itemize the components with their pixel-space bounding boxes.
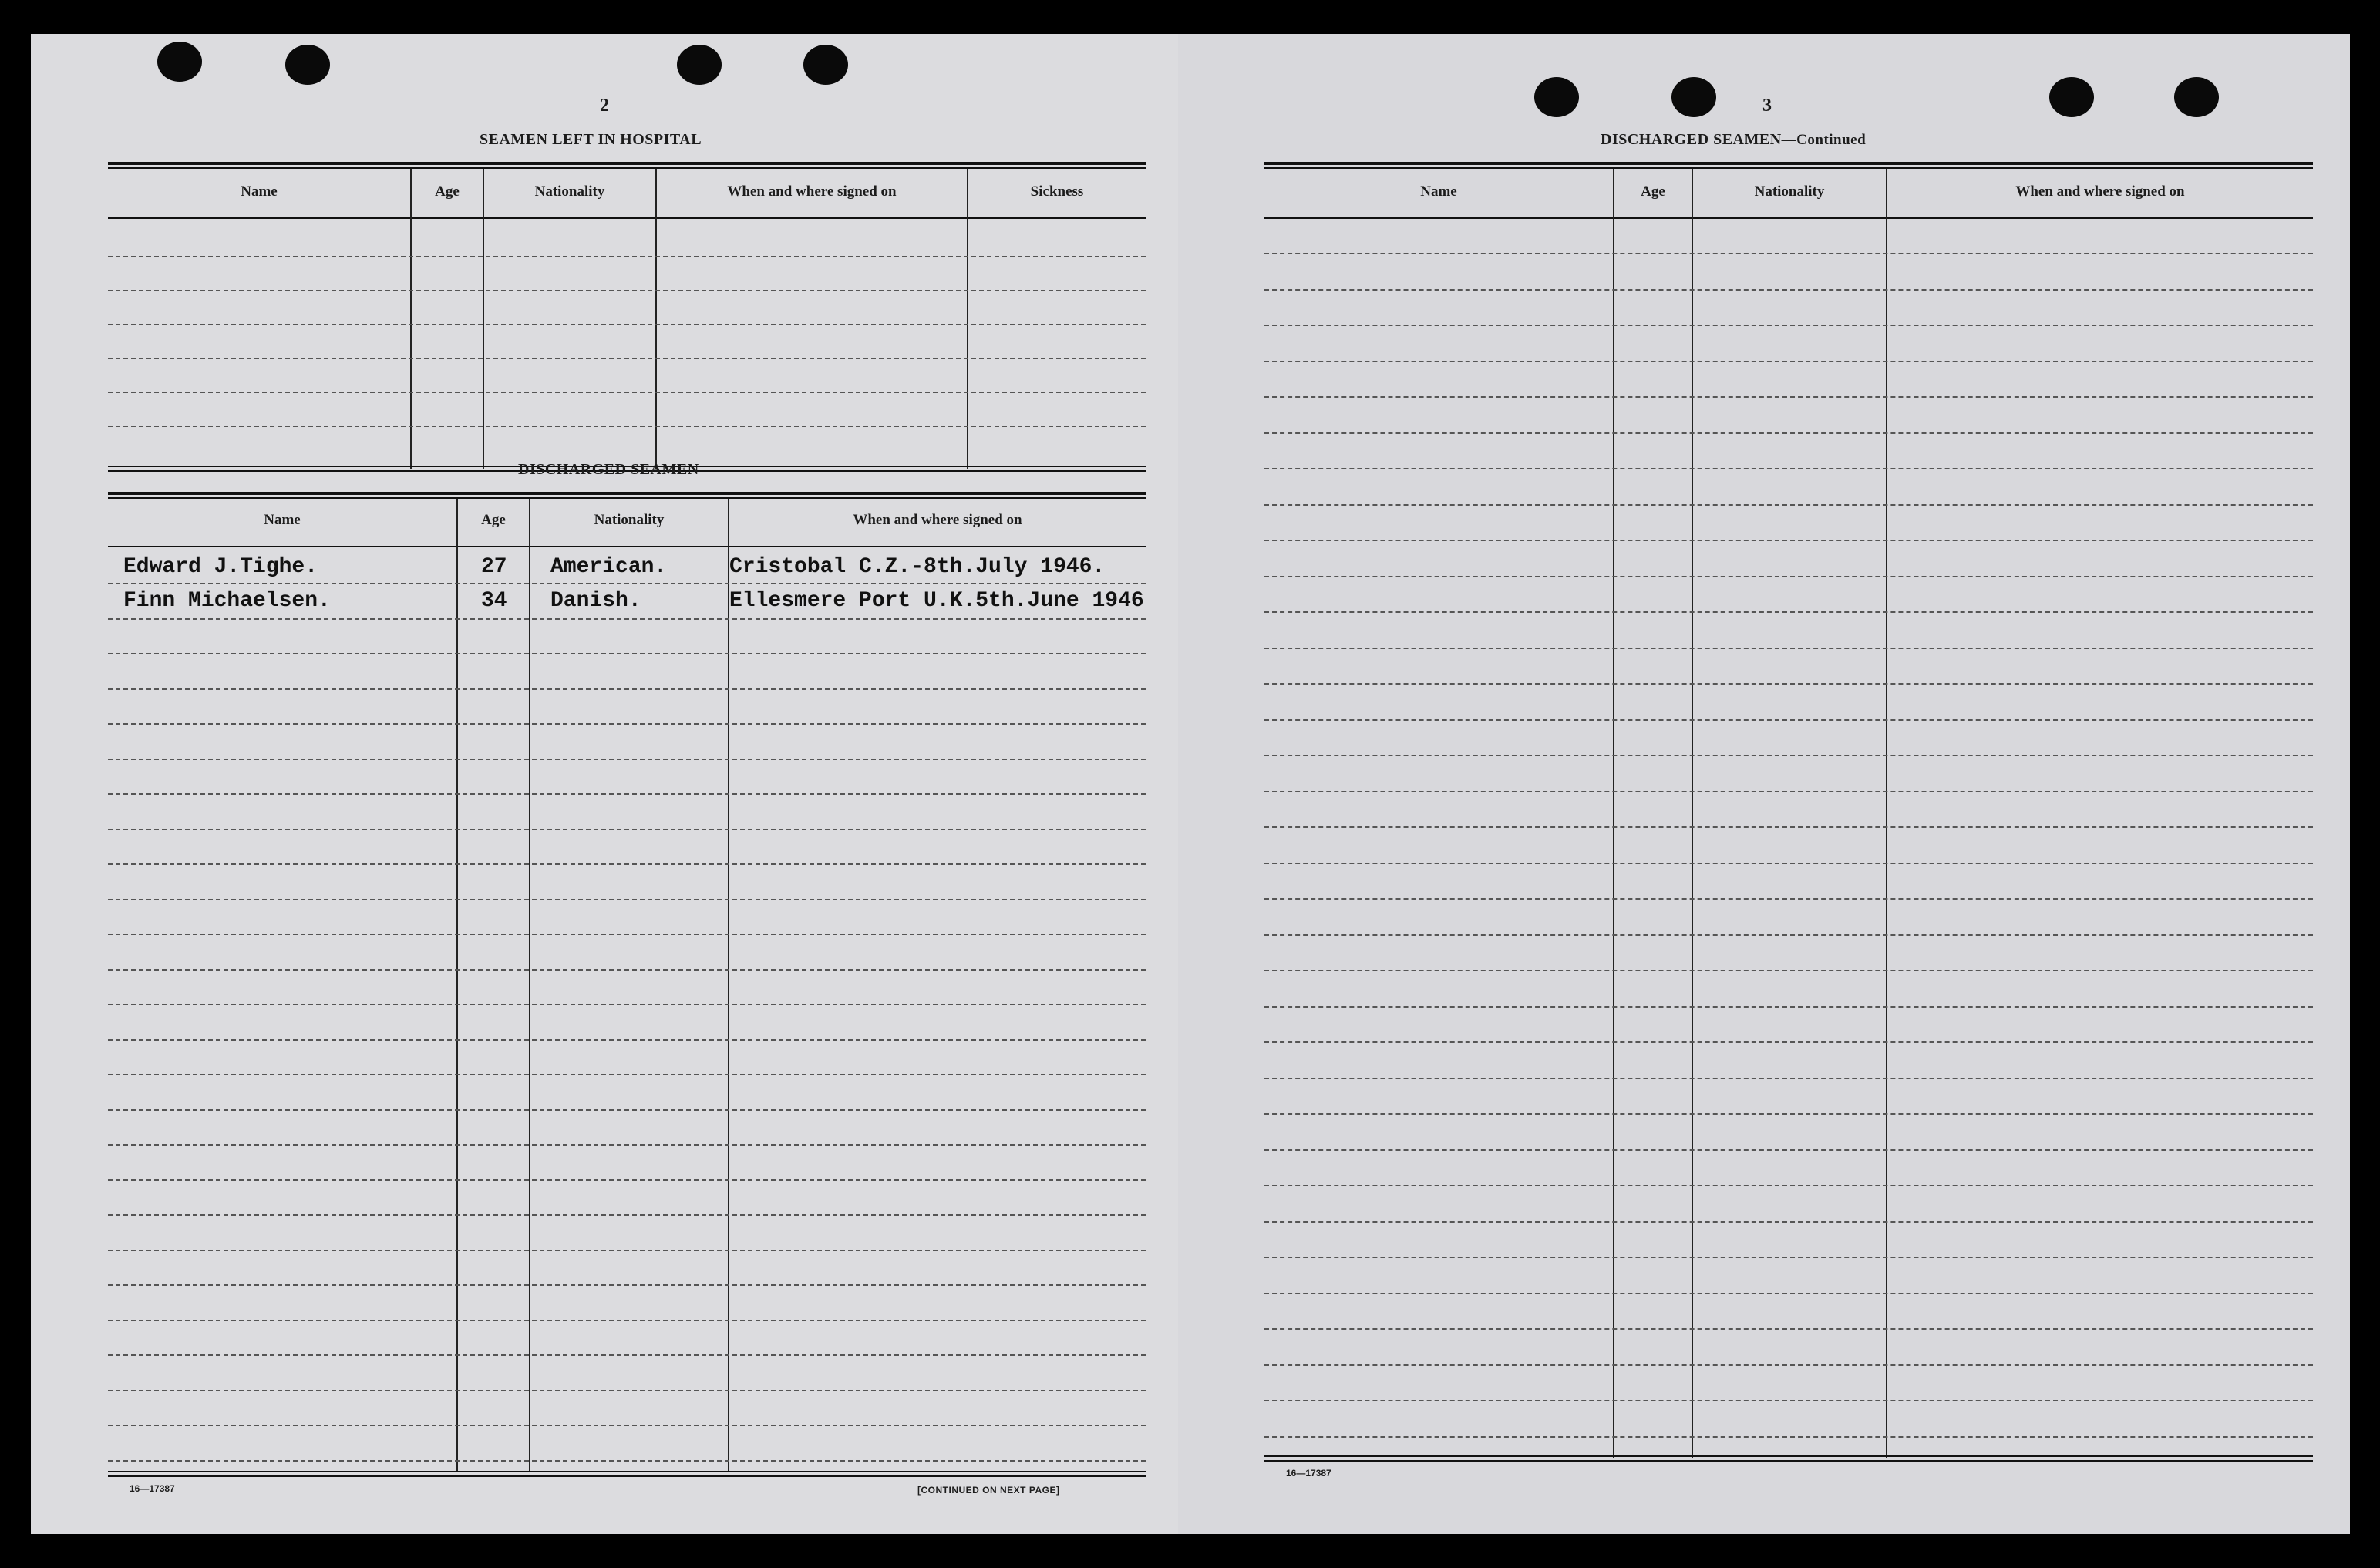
discharged-top-rule [108, 492, 1146, 495]
col-divider [529, 499, 530, 1472]
punch-hole [1534, 77, 1579, 117]
table-row-line [108, 618, 1146, 620]
page-number: 2 [600, 96, 609, 116]
table-row-line [1264, 1364, 2313, 1366]
discharged-bottom-rule [108, 1471, 1146, 1472]
hospital-col-name: Name [241, 183, 278, 200]
discharged-row-1-signed-on: Cristobal C.Z.-8th.July 1946. [729, 555, 1106, 579]
table-row-line [1264, 1257, 2313, 1258]
table-row-line [1264, 1113, 2313, 1115]
col-signed-on: When and where signed on [2015, 183, 2185, 200]
table-row-line [108, 1144, 1146, 1146]
table-row-line [1264, 432, 2313, 434]
table-row-line [1264, 934, 2313, 936]
table-row-line [1264, 504, 2313, 506]
page-number: 3 [1762, 96, 1772, 116]
discharged-bottom-rule-2 [108, 1475, 1146, 1477]
table-row-line [1264, 826, 2313, 828]
hospital-col-nationality: Nationality [534, 183, 605, 200]
hospital-row-line [108, 358, 1146, 359]
table-row-line [1264, 576, 2313, 577]
table-row-line [1264, 648, 2313, 649]
punch-hole [803, 45, 848, 85]
page-title [1601, 131, 1866, 149]
table-row-line [1264, 683, 2313, 685]
hospital-row-line [108, 426, 1146, 427]
table-row-line [1264, 361, 2313, 362]
table-row-line [108, 934, 1146, 935]
col-name: Name [1420, 183, 1457, 200]
table-row-line [108, 1250, 1146, 1251]
table-top-rule [1264, 162, 2313, 165]
table-row-line [108, 863, 1146, 865]
table-row-line [1264, 468, 2313, 469]
table-row-line [108, 1074, 1146, 1075]
col-divider [967, 169, 968, 469]
table-top-rule-2 [1264, 167, 2313, 169]
col-divider [655, 169, 657, 469]
table-row-line [108, 829, 1146, 830]
punch-hole [2049, 77, 2094, 117]
right-page [1178, 34, 2350, 1534]
page-title-main: DISCHARGED SEAMEN [1601, 131, 1782, 148]
table-row-line [108, 1284, 1146, 1286]
table-row-line [108, 583, 1146, 584]
table-row-line [108, 969, 1146, 971]
punch-hole [1671, 77, 1716, 117]
table-row-line [108, 1214, 1146, 1216]
punch-hole [285, 45, 330, 85]
col-divider [410, 169, 412, 469]
table-row-line [108, 1109, 1146, 1111]
table-row-line [1264, 1078, 2313, 1079]
form-number: 16—17387 [1286, 1468, 1331, 1479]
table-row-line [108, 723, 1146, 725]
left-page [31, 34, 1178, 1534]
table-row-line [108, 793, 1146, 795]
table-bottom-rule [1264, 1455, 2313, 1457]
punch-hole [677, 45, 722, 85]
table-row-line [108, 1320, 1146, 1321]
continued-note: [CONTINUED ON NEXT PAGE] [917, 1485, 1060, 1496]
discharged-row-2-age: 34 [481, 589, 507, 613]
table-row-line [1264, 325, 2313, 326]
table-row-line [1264, 1041, 2313, 1043]
col-age: Age [1641, 183, 1665, 200]
hospital-col-sickness: Sickness [1030, 183, 1084, 200]
table-row-line [1264, 611, 2313, 613]
table-row-line [1264, 1221, 2313, 1223]
discharged-row-1-age: 27 [481, 555, 507, 579]
hospital-header-rule [108, 217, 1146, 219]
table-row-line [1264, 396, 2313, 398]
hospital-row-line [108, 290, 1146, 291]
discharged-col-signed-on: When and where signed on [853, 512, 1022, 528]
col-divider [1613, 169, 1614, 1458]
table-row-line [108, 899, 1146, 900]
table-row-line [1264, 1293, 2313, 1294]
col-divider [456, 499, 458, 1472]
table-row-line [1264, 970, 2313, 971]
hospital-row-line [108, 324, 1146, 325]
discharged-section-title: DISCHARGED SEAMEN [518, 461, 699, 478]
col-divider [483, 169, 484, 469]
table-row-line [108, 1004, 1146, 1005]
discharged-top-rule-2 [108, 497, 1146, 499]
hospital-row-line [108, 392, 1146, 393]
table-row-line [1264, 719, 2313, 721]
hospital-row-line [108, 256, 1146, 257]
discharged-header-rule [108, 546, 1146, 547]
hospital-col-signed-on: When and where signed on [727, 183, 897, 200]
form-number: 16—17387 [130, 1483, 175, 1494]
discharged-col-name: Name [264, 512, 301, 528]
col-nationality: Nationality [1754, 183, 1825, 200]
table-row-line [108, 1425, 1146, 1426]
table-row-line [108, 759, 1146, 760]
punch-hole [157, 42, 202, 82]
col-divider [1886, 169, 1887, 1458]
table-row-line [1264, 1185, 2313, 1186]
table-row-line [108, 1354, 1146, 1356]
table-row-line [1264, 1328, 2313, 1330]
hospital-top-rule-2 [108, 167, 1146, 169]
hospital-section-title: SEAMEN LEFT IN HOSPITAL [480, 131, 702, 148]
table-row-line [1264, 1006, 2313, 1008]
discharged-col-age: Age [481, 512, 506, 528]
hospital-col-age: Age [435, 183, 460, 200]
discharged-row-1-nationality: American. [550, 555, 668, 579]
punch-hole [2174, 77, 2219, 117]
table-row-line [108, 653, 1146, 654]
table-row-line [1264, 1400, 2313, 1401]
discharged-col-nationality: Nationality [594, 512, 665, 528]
table-row-line [1264, 791, 2313, 792]
table-header-rule [1264, 217, 2313, 219]
table-row-line [1264, 863, 2313, 864]
page-title-suffix: —Continued [1781, 132, 1867, 148]
table-row-line [1264, 1436, 2313, 1438]
table-row-line [1264, 540, 2313, 541]
table-row-line [108, 1039, 1146, 1041]
discharged-row-2-name: Finn Michaelsen. [123, 589, 331, 613]
discharged-row-2-nationality: Danish. [550, 589, 641, 613]
table-row-line [1264, 253, 2313, 254]
table-row-line [108, 1460, 1146, 1462]
table-row-line [1264, 289, 2313, 291]
table-row-line [108, 1390, 1146, 1391]
discharged-row-1-name: Edward J.Tighe. [123, 555, 318, 579]
col-divider [1692, 169, 1693, 1458]
table-row-line [108, 688, 1146, 690]
table-row-line [1264, 1149, 2313, 1151]
discharged-row-2-signed-on: Ellesmere Port U.K.5th.June 1946 [729, 589, 1144, 613]
hospital-top-rule [108, 162, 1146, 165]
table-bottom-rule-2 [1264, 1460, 2313, 1462]
table-row-line [108, 1179, 1146, 1181]
col-divider [728, 499, 729, 1472]
table-row-line [1264, 898, 2313, 900]
table-row-line [1264, 755, 2313, 756]
